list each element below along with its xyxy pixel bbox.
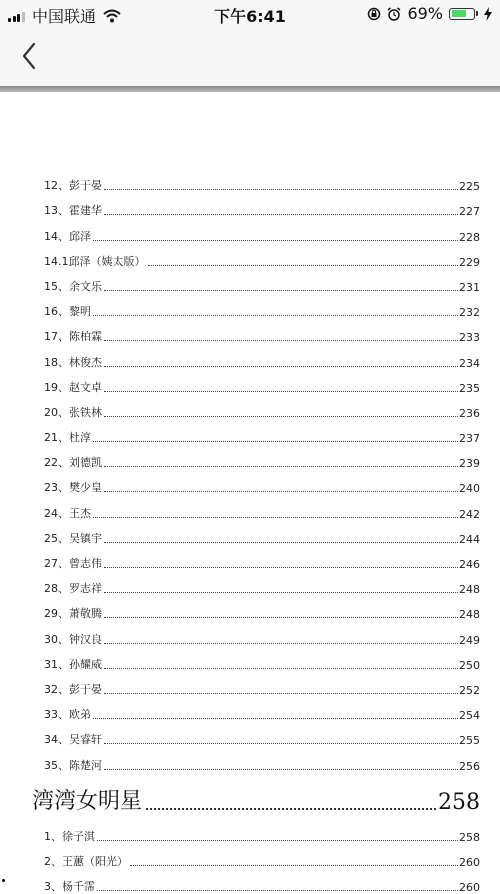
entry-page: 248 [459,583,480,596]
toc-entry[interactable] [44,697,480,722]
entry-title: 28、罗志祥 [44,580,102,596]
toc-entry[interactable] [44,294,480,319]
entry-page: 236 [459,407,480,420]
entry-page: 227 [459,205,480,218]
entry-title: 1、徐子淇 [44,828,95,844]
entry-page: 244 [459,533,480,546]
entry-page: 256 [459,760,480,773]
battery-fill [452,10,466,17]
leader-dots [104,339,458,341]
leader-dots [104,213,458,215]
leader-dots [104,742,458,744]
status-time: 下午6:41 [0,4,500,27]
entry-page: 228 [459,231,480,244]
toc-entry[interactable] [44,546,480,571]
entry-title: 15、余文乐 [44,278,102,294]
entry-page: 249 [459,634,480,647]
leader-dots [104,541,458,543]
leader-dots [146,807,436,810]
entry-title: 30、钟汉良 [44,631,102,647]
leader-dots [104,188,458,190]
entry-title: 20、张铁林 [44,404,102,420]
entry-title: 2、王蕙（阳光） [44,853,128,869]
entry-page: 240 [459,482,480,495]
entry-page: 237 [459,432,480,445]
toc-entry[interactable] [44,844,480,869]
entry-title: 14、邱泽 [44,228,91,244]
toc-entry[interactable] [44,722,480,747]
entry-page: 258 [459,831,480,844]
entry-title: 24、王杰 [44,505,91,521]
leader-dots [104,667,458,669]
leader-dots [104,465,458,467]
toc-entry[interactable] [44,495,480,520]
toc-entry[interactable] [44,445,480,470]
entry-page: 234 [459,357,480,370]
chevron-left-icon[interactable] [16,40,44,72]
entry-title: 23、樊少皇 [44,479,102,495]
entry-page: 246 [459,558,480,571]
entry-title: 27、曾志伟 [44,555,102,571]
nav-divider [0,86,500,92]
toc-section-heading[interactable] [32,773,480,815]
toc-entry[interactable] [44,819,480,844]
leader-dots [104,768,458,770]
entry-title: 31、孙耀威 [44,656,102,672]
lock-rotation-icon [367,7,381,21]
entry-page: 233 [459,331,480,344]
leader-dots [104,490,458,492]
leader-dots [104,289,458,291]
entry-title: 35、陈楚河 [44,757,102,773]
entry-title: 17、陈柏霖 [44,328,102,344]
entry-page: 229 [459,256,480,269]
toc-entry[interactable] [44,647,480,672]
leader-dots [93,516,458,518]
entry-title: 12、彭于晏 [44,177,102,193]
entry-title: 18、林俊杰 [44,354,102,370]
entry-title: 33、欧弟 [44,706,91,722]
leader-dots [104,415,458,417]
toc-entry[interactable] [44,521,480,546]
toc-entry[interactable] [44,319,480,344]
entry-title: 3、杨千霈 [44,878,95,894]
entry-page: 239 [459,457,480,470]
toc-entry[interactable] [44,571,480,596]
entry-title: 25、吴镇宇 [44,530,102,546]
leader-dots [148,264,459,266]
entry-title: 29、萧敬腾 [44,605,102,621]
leader-dots [97,839,458,841]
leader-dots [104,390,458,392]
leader-dots [104,642,458,644]
section-title: 湾湾女明星 [32,784,142,815]
toc-entry[interactable] [44,193,480,218]
entry-page: 242 [459,508,480,521]
table-of-contents [44,168,480,894]
leader-dots [93,440,458,442]
entry-page: 252 [459,684,480,697]
leader-dots [93,239,458,241]
entry-page: 250 [459,659,480,672]
leader-dots [104,591,458,593]
entry-title: 14.1邱泽（姨太版） [44,253,146,269]
toc-entry[interactable] [44,621,480,646]
toc-entry[interactable] [44,244,480,269]
entry-page: 254 [459,709,480,722]
carrier-label: 中国联通 [32,4,96,27]
entry-page: 225 [459,180,480,193]
entry-page: 260 [459,881,480,894]
entry-title: 21、杜淳 [44,429,91,445]
entry-title: 19、赵文卓 [44,379,102,395]
toc-entry[interactable] [44,420,480,445]
leader-dots [104,692,458,694]
entry-title: 13、霍建华 [44,202,102,218]
leader-dots [93,314,458,316]
status-bar [0,0,500,28]
battery-icon [449,8,478,20]
nav-bar [0,28,500,86]
toc-entry[interactable] [44,218,480,243]
toc-entry[interactable] [44,395,480,420]
entry-title: 34、吴睿轩 [44,731,102,747]
leader-dots [130,864,458,866]
leader-dots [97,889,458,891]
entry-title: 32、彭于晏 [44,681,102,697]
status-right [367,4,492,23]
edge-dot [2,879,5,882]
entry-page: 248 [459,608,480,621]
section-page: 258 [438,790,480,815]
entry-page: 260 [459,856,480,869]
entry-page: 231 [459,281,480,294]
toc-list-b [44,819,480,894]
alarm-icon [387,7,401,21]
entry-page: 235 [459,382,480,395]
battery-percent: 69% [407,4,443,23]
toc-entry[interactable] [44,370,480,395]
charging-icon [484,7,492,21]
toc-entry[interactable] [44,672,480,697]
leader-dots [104,365,458,367]
leader-dots [93,717,458,719]
toc-entry[interactable] [44,269,480,294]
toc-entry[interactable] [44,344,480,369]
toc-entry[interactable] [44,747,480,772]
toc-entry[interactable] [44,168,480,193]
entry-page: 255 [459,734,480,747]
toc-entry[interactable] [44,596,480,621]
toc-entry[interactable] [44,470,480,495]
entry-title: 22、刘德凯 [44,454,102,470]
toc-list-a [44,168,480,773]
leader-dots [104,616,458,618]
entry-page: 232 [459,306,480,319]
leader-dots [104,566,458,568]
toc-entry[interactable] [44,869,480,894]
entry-title: 16、黎明 [44,303,91,319]
